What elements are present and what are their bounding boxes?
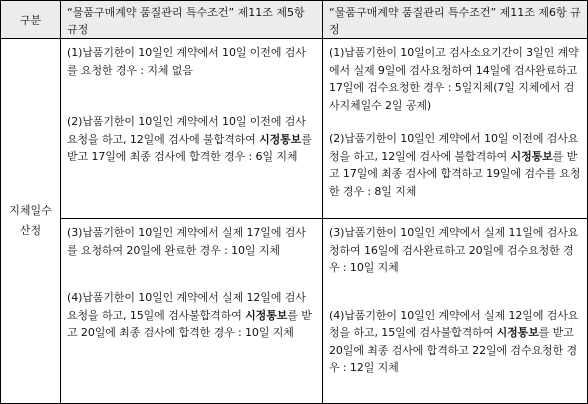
table-row bbox=[1, 219, 588, 404]
header-clause-5: “물품구매계약 품질관리 특수조건” 제11조 제5항 규정 bbox=[61, 1, 323, 39]
clause-5-cell-1 bbox=[61, 39, 323, 219]
clause-6-case-2: (2)납품기한이 10일인 계약에서 10일 이전에 검사요청을 하고, 12일에 검사에 불합격하여 시정통보를 받고 17일에 최종 검사에 합격하고 19일에 검수를 요청한 경우 : 8일 지체 bbox=[329, 132, 581, 198]
clause-5-case-3: (3)납품기한이 10일인 계약에서 실제 17일에 검사를 요청하여 20일에 완료한 경우 : 10일 지체 bbox=[67, 226, 306, 257]
header-row bbox=[1, 1, 588, 39]
row-label-text: 지체일수 산정 bbox=[9, 204, 52, 237]
clause-6-cell-2 bbox=[323, 219, 588, 404]
clause-6-case-1: (1)납품기한이 10일이고 검사소요기간이 3일인 계약에서 실제 9일에 검사요청하여 14일에 검사완료하고 17일에 검수요청한 경우 : 5일지체(7일 지체에서 검사지체일수 2일 공제) bbox=[329, 46, 579, 112]
clause-5-cell-2 bbox=[61, 219, 323, 404]
clause-5-case-4: (4)납품기한이 10일인 계약에서 실제 12일에 검사요청을 하고, 15일에 검사불합격하여 시정통보를 받고 20일에 최종 검사에 합격한 경우 : 10일 지체 bbox=[67, 291, 312, 339]
header-clause-6: “물품구매계약 품질관리 특수조건” 제11조 제6항 규정 bbox=[323, 1, 588, 39]
clause-6-cell-1 bbox=[323, 39, 588, 219]
row-label bbox=[1, 39, 61, 404]
header-category: 구분 bbox=[1, 1, 61, 39]
clause-5-case-1: (1)납품기한이 10일인 계약에서 10일 이전에 검사를 요청한 경우 : 지체 없음 bbox=[67, 46, 306, 77]
clause-5-case-2: (2)납품기한이 10일인 계약에서 10일 이전에 검사요청을 하고, 12일에 검사에 불합격하여 시정통보를 받고 17일에 최종 검사에 합격한 경우 : 6일 지체 bbox=[67, 115, 312, 163]
table-row bbox=[1, 39, 588, 219]
clause-6-case-4: (4)납품기한이 10일인 계약에서 실제 12일에 검사요청을 하고, 15일에 검사불합격하여 시정통보를 받고 20일에 최종 검사에 합격하고 22일에 검수요청한 경우 : 12일 지체 bbox=[329, 308, 579, 374]
clause-6-case-3: (3)납품기한이 10일인 계약에서 실제 11일에 검사요청하여 16일에 검사완료하고 20일에 검수요청한 경우 : 10일 지체 bbox=[329, 226, 579, 274]
